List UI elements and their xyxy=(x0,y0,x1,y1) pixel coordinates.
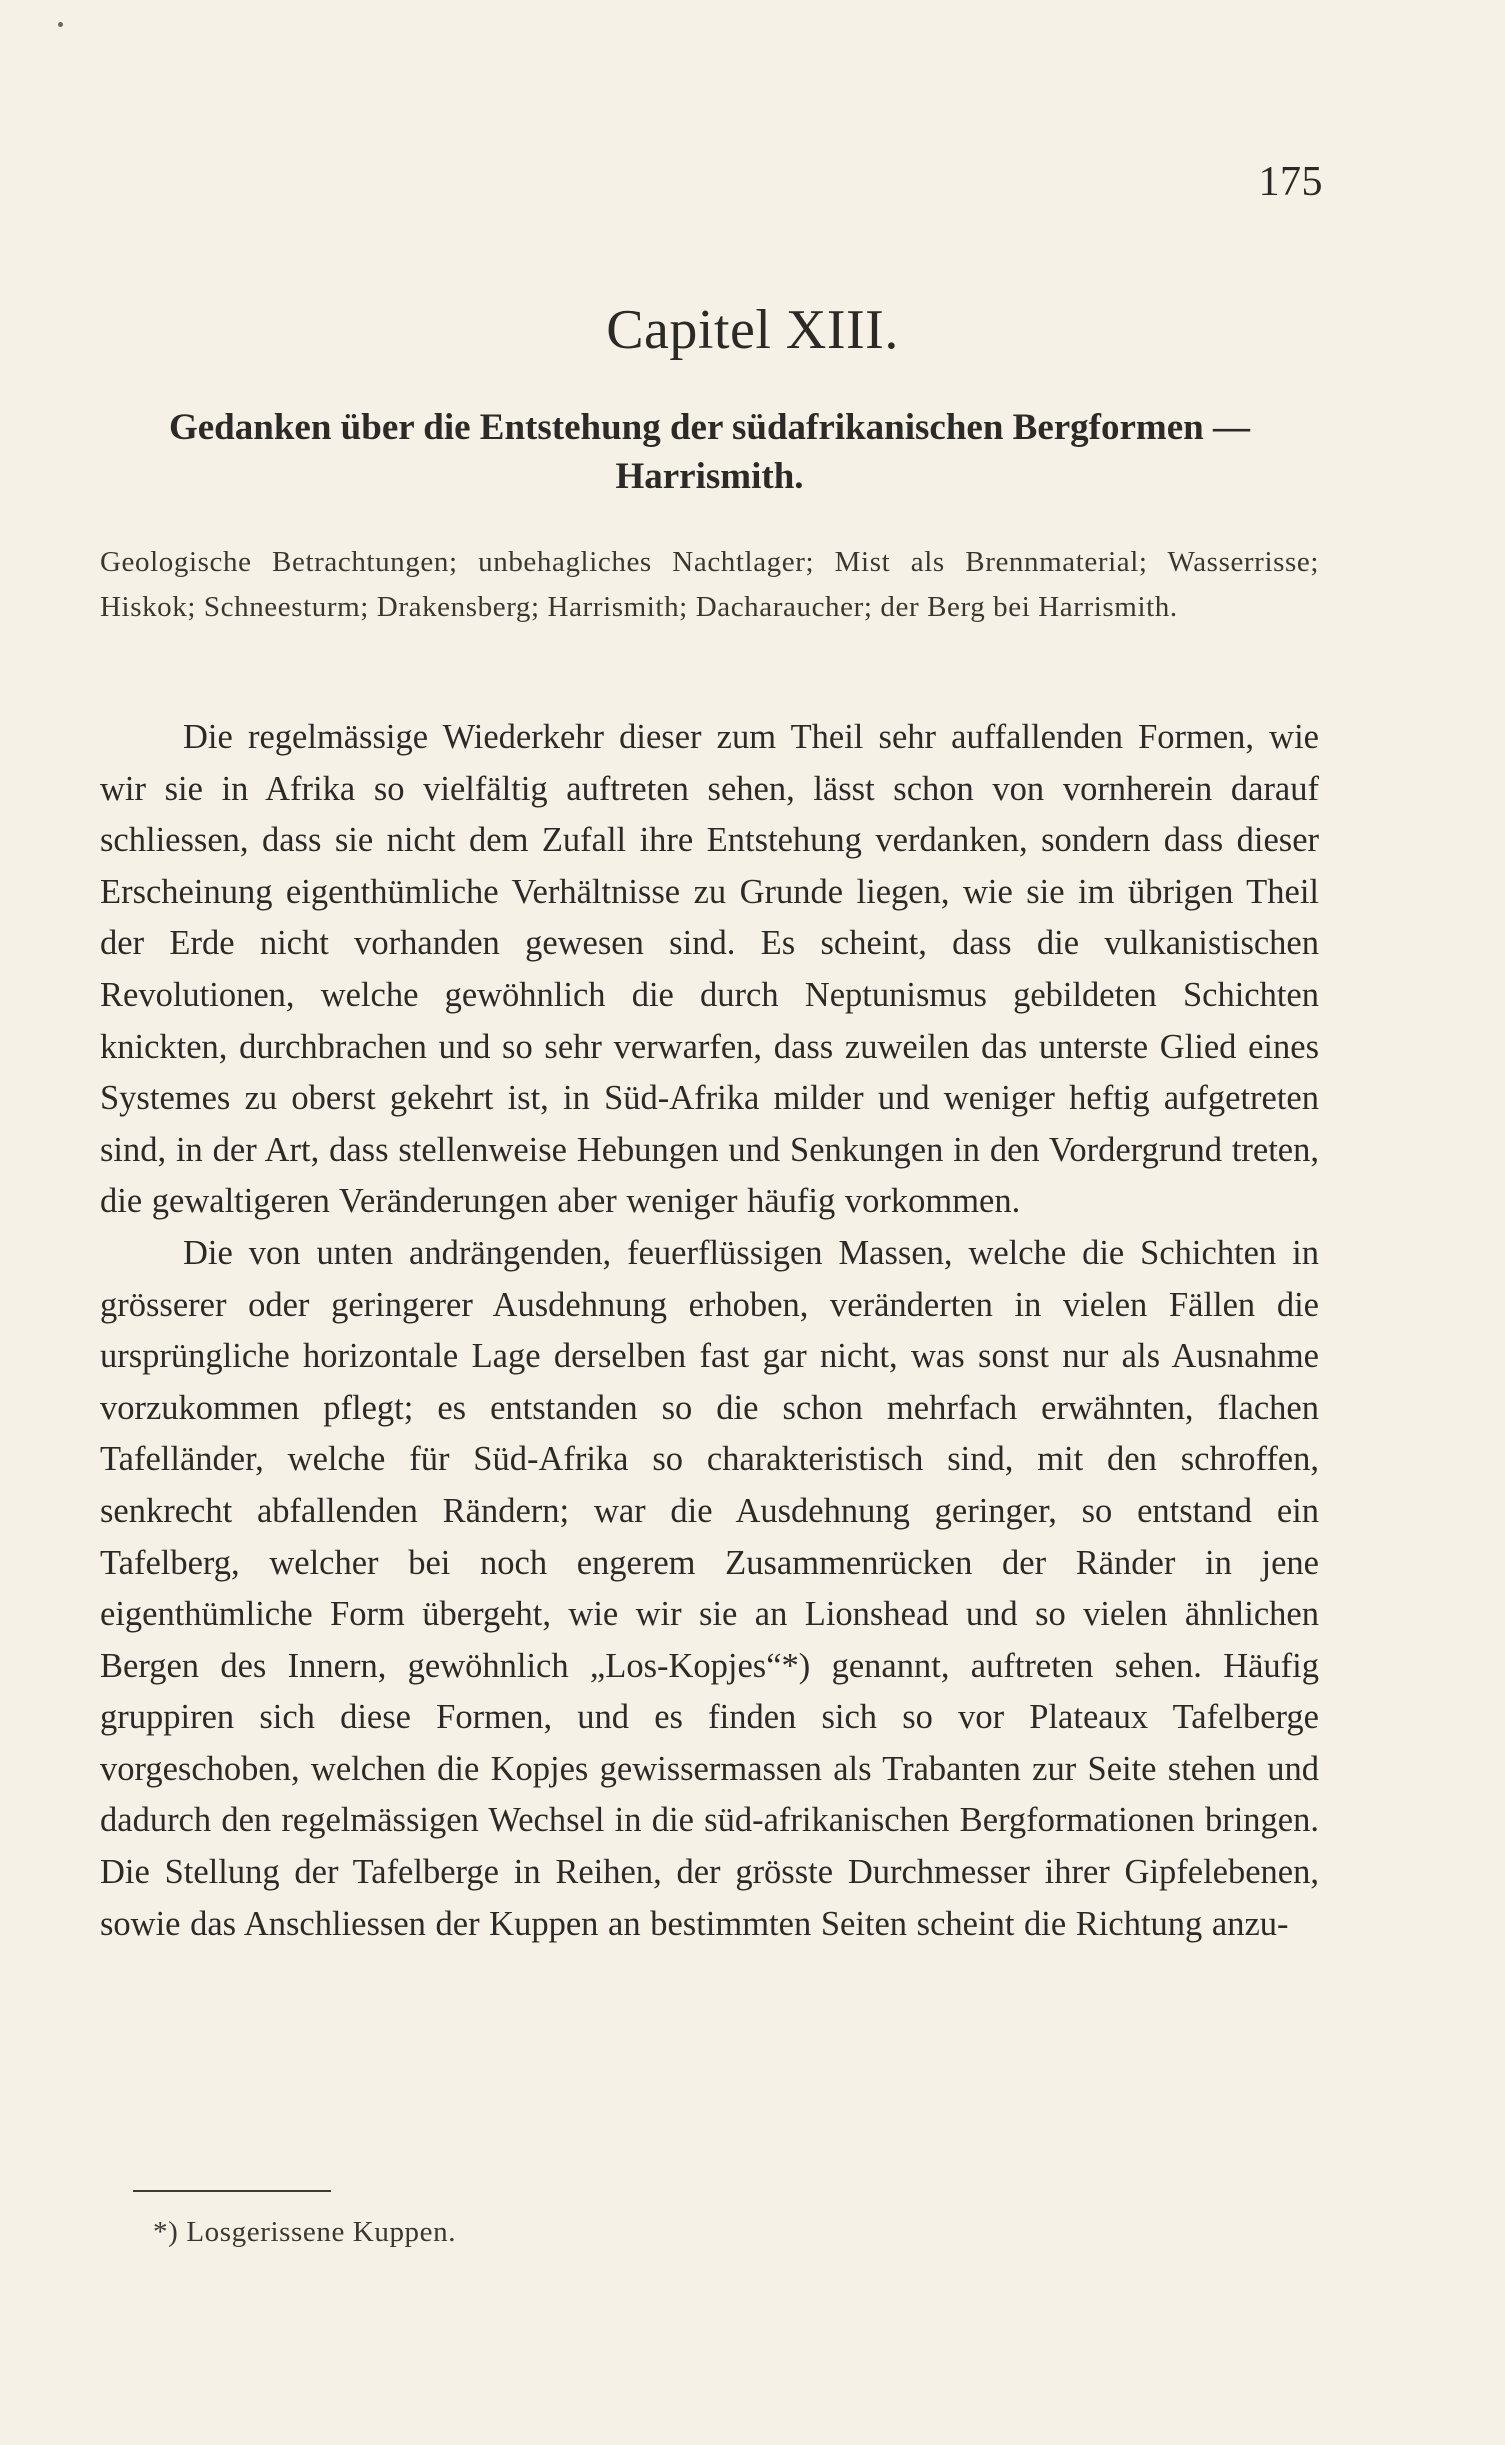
footnote xyxy=(153,2216,456,2249)
footnote-text: Losgerissene Kuppen. xyxy=(186,2216,457,2248)
section-title: Gedanken über die Entstehung der südafrikanischen Bergformen — Harrismith. xyxy=(168,407,1250,497)
footnote-divider xyxy=(133,2190,331,2192)
chapter-title: Capitel XIII. xyxy=(606,299,899,361)
chapter-summary: Geologische Betrachtungen; unbehagliches Nachtlager; Mist als Brennmaterial; Wasserrisse; Hiskok; Schneesturm; Drakensberg; Harrismith; Dacharaucher; der Berg bei Harrismith. xyxy=(100,546,1319,623)
paper-speck xyxy=(58,22,63,27)
paragraph: Die von unten andrängenden, feuerflüssigen Massen, welche die Schichten in grösserer oder geringerer Ausdehnung erhoben, veränderten in vielen Fällen die ursprüngliche horizontale Lage derselben fast gar nicht, was sonst nur als Ausnahme vorzukommen pflegt; es entstanden so die schon mehrfach erwähnten, flachen Tafelländer, welche für Süd-Afrika so charakteristisch sind, mit den schroffen, senkrecht abfallenden Rändern; war die Ausdehnung geringer, so entstand ein Tafelberg, welcher bei noch engerem Zusammenrücken der Ränder in jene eigenthümliche Form übergeht, wie wir sie an Lionshead und so vielen ähnlichen Bergen des Innern, gewöhnlich „Los-Kopjes“*) genannt, auftreten sehen. Häufig gruppiren sich diese Formen, und es finden sich so vor Plateaux Tafelberge vorgeschoben, welchen die Kopjes gewissermassen als Trabanten zur Seite stehen und dadurch den regelmässigen Wechsel in die süd-afrikanischen Bergformationen bringen. Die Stellung der Tafelberge in Reihen, der grösste Durchmesser ihrer Gipfelebenen, sowie das Anschliessen der Kuppen an bestimmten Seiten scheint die Richtung anzu- xyxy=(100,1233,1319,1943)
page-number: 175 xyxy=(1258,159,1323,205)
paragraph: Die regelmässige Wiederkehr dieser zum Theil sehr auffallenden Formen, wie wir sie in Afrika so vielfältig auftreten sehen, lässt schon von vornherein darauf schliessen, dass sie nicht dem Zufall ihre Entstehung verdanken, sondern dass dieser Erscheinung eigenthümliche Verhältnisse zu Grunde liegen, wie sie im übrigen Theil der Erde nicht vorhanden gewesen sind. Es scheint, dass die vulkanistischen Revolutionen, welche gewöhnlich die durch Neptunismus gebildeten Schichten knickten, durchbrachen und so sehr verwarfen, dass zuweilen das unterste Glied eines Systemes zu oberst gekehrt ist, in Süd-Afrika milder und weniger heftig aufgetreten sind, in der Art, dass stellenweise Hebungen und Senkungen in den Vordergrund treten, die gewaltigeren Veränderungen aber weniger häufig vorkommen. xyxy=(100,718,1319,1221)
body-text xyxy=(100,712,1319,1950)
footnote-mark: *) xyxy=(153,2216,179,2248)
